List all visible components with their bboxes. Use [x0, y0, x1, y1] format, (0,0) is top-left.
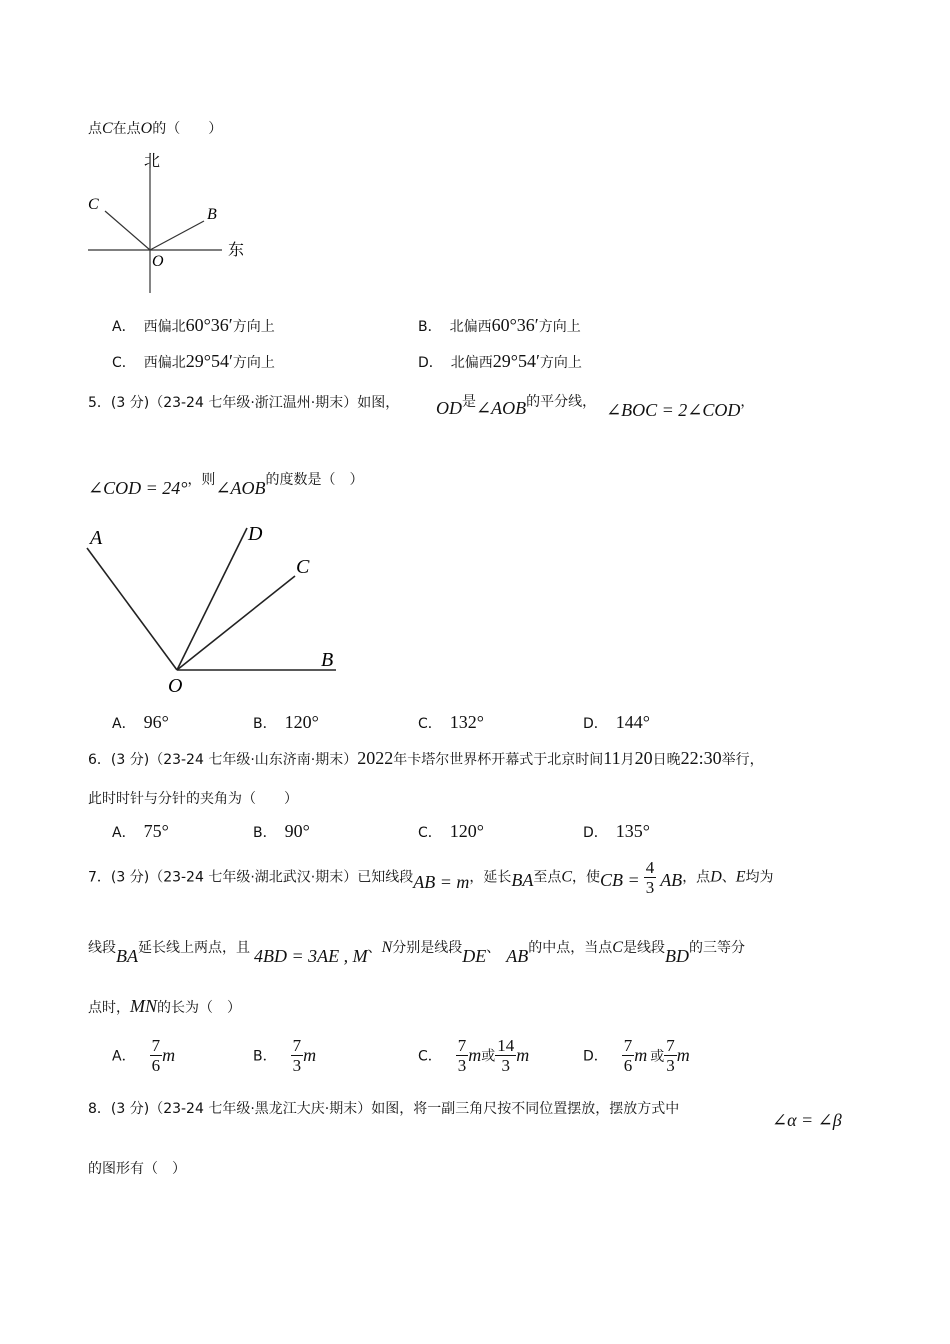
q6-stem-line1	[88, 748, 764, 769]
fraction-num: 14	[497, 1036, 515, 1055]
q5-text: ，则	[187, 472, 216, 488]
label-o: O	[152, 253, 164, 270]
q7-text: 、	[486, 940, 501, 956]
q6-option-a[interactable]	[112, 821, 169, 842]
math-ab: AB	[506, 946, 529, 966]
math-boc-eq: ∠BOC = 2∠COD	[606, 400, 741, 420]
option-text: 北偏西	[450, 355, 493, 371]
q6-option-d[interactable]	[583, 821, 650, 842]
option-letter: B．	[253, 1048, 277, 1065]
math-m: m	[303, 1045, 317, 1065]
q5-text: 是	[462, 394, 476, 410]
math-bd-ae: 4BD = 3AE , M	[254, 946, 368, 966]
option-letter: D．	[583, 825, 608, 841]
option-or: 或	[481, 1048, 496, 1065]
q7-text: 的三等分	[688, 940, 745, 956]
fraction-7-6	[150, 1036, 163, 1075]
q6-text: 月	[620, 752, 635, 768]
q7-text: 是线段	[622, 940, 665, 956]
label-east: 东	[228, 240, 245, 259]
math-ab-m: AB = m	[413, 871, 470, 892]
option-value: 144°	[615, 712, 650, 732]
option-text: 方向上	[538, 319, 581, 335]
fraction-den: 6	[151, 1056, 161, 1075]
q7-text: 至点	[533, 869, 562, 886]
math-bd: BD	[664, 946, 689, 966]
label-b: B	[321, 649, 334, 671]
q4-point-o: O	[140, 120, 153, 137]
q6-stem-line2: 此时时针与分针的夹角为（ ）	[88, 791, 298, 807]
q7-option-b[interactable]	[253, 1036, 316, 1075]
fraction-num: 7	[151, 1036, 161, 1055]
q6-month: 11	[603, 748, 621, 768]
option-text: 北偏西	[449, 319, 492, 335]
q7-text: 线段	[88, 940, 116, 956]
q7-text: 均为	[745, 869, 774, 886]
q8-stem-line2: 的图形有（ ）	[88, 1161, 186, 1177]
option-text: 西偏北	[143, 319, 186, 335]
option-letter: C．	[418, 716, 442, 732]
math-od: OD	[436, 398, 462, 418]
math-m: m	[162, 1045, 176, 1065]
math-cb-eq: CB =	[600, 869, 640, 890]
fraction-num: 7	[292, 1036, 302, 1055]
fraction-7-3	[456, 1036, 469, 1075]
q6-option-c[interactable]	[418, 821, 484, 842]
q7-text: 的长为（ ）	[157, 1000, 241, 1016]
fraction-num: 4	[645, 858, 655, 877]
fraction-7-3	[664, 1036, 677, 1075]
q6-option-b[interactable]	[253, 821, 310, 842]
label-a: A	[90, 527, 103, 549]
ray-od	[177, 528, 247, 670]
fraction-num: 7	[666, 1036, 675, 1055]
option-text: 方向上	[232, 319, 275, 335]
fraction-num: 7	[623, 1036, 633, 1055]
math-m: m	[468, 1045, 482, 1065]
math-d: D	[710, 868, 722, 886]
option-letter: D．	[583, 716, 608, 732]
q7-option-d[interactable]	[583, 1036, 690, 1075]
q7-stem-line2	[88, 936, 745, 966]
option-value: 120°	[284, 712, 319, 732]
fraction-7-3	[291, 1036, 304, 1075]
math-aob: ∠AOB	[215, 478, 266, 498]
option-value: 135°	[615, 821, 650, 841]
fraction-den: 3	[666, 1056, 675, 1075]
option-value: 120°	[449, 821, 484, 841]
label-o: O	[168, 675, 183, 697]
q5-stem-math1	[436, 390, 755, 420]
option-letter: C．	[112, 355, 136, 371]
q7-option-c[interactable]	[418, 1036, 529, 1075]
ray-oa	[87, 548, 177, 670]
math-m: m	[676, 1045, 690, 1065]
option-letter: D．	[583, 1048, 608, 1065]
q4-compass-figure	[80, 145, 260, 300]
q5-option-d[interactable]	[583, 712, 650, 733]
math-n: N	[381, 939, 393, 956]
math-c: C	[612, 939, 623, 956]
math-alpha-beta: ∠α = ∠β	[772, 1110, 842, 1130]
fraction-den: 3	[292, 1056, 302, 1075]
option-letter: A．	[112, 825, 136, 841]
math-m: m	[634, 1045, 648, 1065]
option-letter: A．	[112, 319, 136, 335]
option-degree: 60°36′	[185, 315, 233, 335]
q4-option-c[interactable]	[112, 351, 275, 372]
label-north: 北	[144, 151, 161, 170]
q4-option-d[interactable]	[418, 351, 582, 372]
option-degree: 60°36′	[491, 315, 539, 335]
q5-header: 5．(3 分)（23-24 七年级·浙江温州·期末）如图，	[88, 395, 400, 411]
math-mn: MN	[130, 996, 157, 1016]
q5-text: 的度数是（ ）	[265, 472, 364, 488]
math-c: C	[561, 868, 573, 886]
fraction-den: 3	[457, 1056, 467, 1075]
q4-stem-text: 在点	[112, 121, 141, 137]
option-letter: B．	[253, 825, 277, 841]
q7-text: ，使	[572, 869, 601, 886]
q5-option-a[interactable]	[112, 712, 169, 733]
q7-text: 的中点，当点	[528, 940, 613, 956]
q8-equation	[772, 1110, 842, 1131]
math-ab: AB	[660, 869, 683, 890]
option-degree: 29°54′	[492, 351, 540, 371]
fraction-den: 3	[645, 878, 655, 897]
q6-day: 20	[634, 748, 653, 768]
q7-stem-line1	[88, 858, 774, 897]
option-text: 方向上	[539, 355, 582, 371]
q7-text: ，点	[682, 869, 711, 886]
q6-year: 2022	[357, 748, 394, 768]
math-ba: BA	[511, 869, 534, 890]
option-or: 或	[650, 1048, 665, 1065]
q6-header: 6．(3 分)（23-24 七年级·山东济南·期末）	[88, 752, 358, 768]
q5-option-c[interactable]	[418, 712, 484, 733]
q7-option-a[interactable]	[112, 1036, 175, 1075]
option-letter: B．	[418, 319, 442, 335]
option-letter: C．	[418, 1048, 442, 1065]
q5-option-b[interactable]	[253, 712, 319, 733]
q4-option-b[interactable]	[418, 315, 581, 336]
q7-text: 分别是线段	[392, 940, 463, 956]
q5-text: 的平分线，	[526, 394, 597, 410]
label-c: C	[296, 556, 310, 578]
q6-text: 举行，	[721, 752, 764, 768]
option-value: 96°	[143, 712, 169, 732]
q7-text: 、	[367, 940, 382, 956]
ray-oc	[105, 211, 150, 250]
label-c: C	[88, 196, 99, 213]
option-value: 132°	[449, 712, 484, 732]
q5-stem-line2	[88, 468, 364, 498]
fraction-14-3	[495, 1036, 516, 1075]
option-value: 75°	[143, 821, 169, 841]
q5-stem-line1	[88, 392, 399, 412]
q8-header: 8．(3 分)（23-24 七年级·黑龙江大庆·期末）如图，将一副三角尺按不同位置摆放，摆放方式中	[88, 1101, 680, 1117]
q7-text: ，延长	[469, 869, 512, 886]
math-cod-eq: ∠COD = 24°	[88, 478, 188, 498]
option-letter: A．	[112, 1048, 136, 1065]
q4-stem	[88, 118, 222, 138]
q4-stem-text: 的（ ）	[152, 121, 223, 137]
q7-text: 点时，	[88, 1000, 130, 1016]
q8-stem-line1	[88, 1098, 679, 1118]
fraction-den: 6	[623, 1056, 633, 1075]
q7-stem-line3	[88, 996, 241, 1017]
fraction-num: 7	[457, 1036, 467, 1055]
q7-text: 延长线上两点，且	[138, 940, 250, 956]
q6-text: 日晚	[652, 752, 681, 768]
label-b: B	[207, 206, 217, 223]
fraction-7-6	[622, 1036, 635, 1075]
option-text: 方向上	[232, 355, 275, 371]
ray-ob	[150, 221, 204, 250]
ray-oc	[177, 576, 295, 670]
math-de: DE	[462, 946, 487, 966]
q7-header: 7．(3 分)（23-24 七年级·湖北武汉·期末）已知线段	[88, 869, 414, 886]
q4-stem-text: 点	[88, 121, 102, 137]
q6-text: 年卡塔尔世界杯开幕式于北京时间	[393, 752, 604, 768]
math-aob: ∠AOB	[476, 398, 527, 418]
q4-point-c: C	[102, 120, 113, 137]
option-degree: 29°54′	[185, 351, 233, 371]
option-value: 90°	[284, 821, 310, 841]
q4-option-a[interactable]	[112, 315, 275, 336]
label-d: D	[248, 523, 263, 545]
q5-text: ，	[740, 394, 755, 410]
fraction-4-3	[644, 858, 657, 897]
math-e: E	[735, 868, 746, 886]
fraction-den: 3	[501, 1056, 511, 1075]
option-letter: A．	[112, 716, 136, 732]
q7-text: 、	[721, 869, 736, 886]
option-letter: B．	[253, 716, 277, 732]
option-text: 西偏北	[143, 355, 186, 371]
q5-angle-figure	[80, 520, 350, 700]
option-letter: D．	[418, 355, 443, 371]
math-m: m	[516, 1045, 530, 1065]
math-ba: BA	[116, 946, 138, 966]
option-letter: C．	[418, 825, 442, 841]
q6-time: 22:30	[680, 748, 722, 768]
